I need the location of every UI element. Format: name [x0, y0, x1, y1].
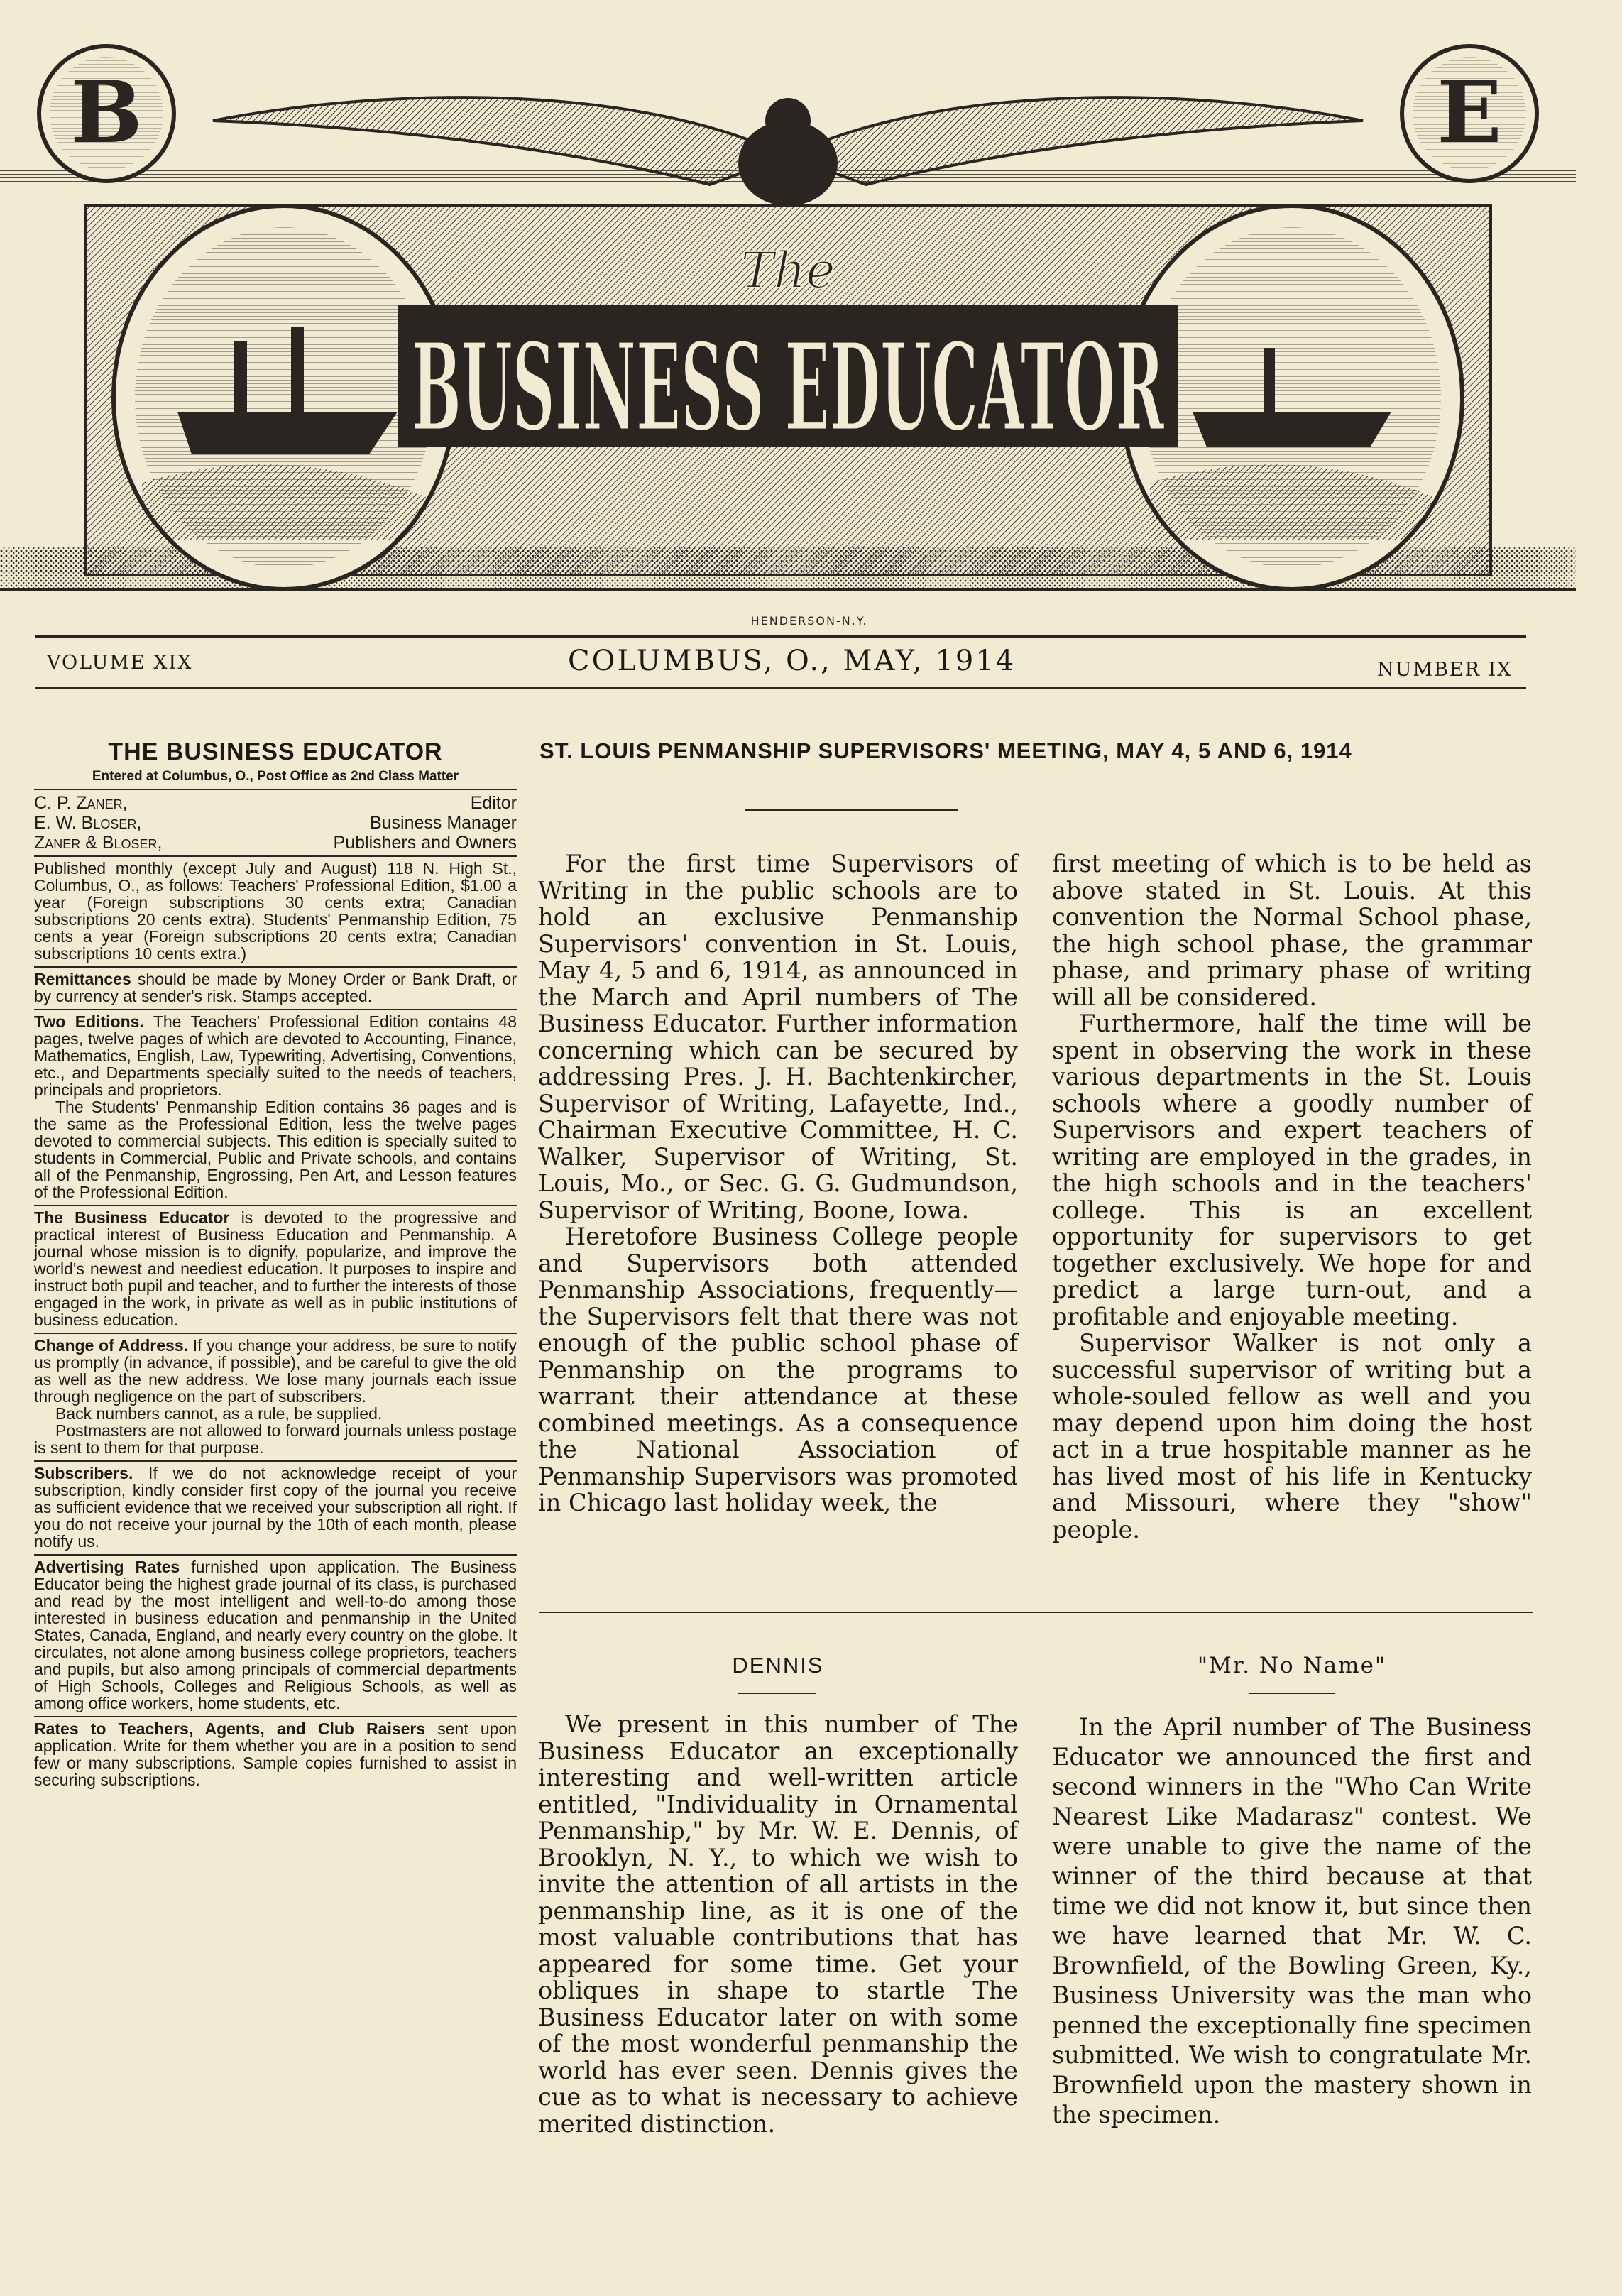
- address-change-notice: [34, 1337, 517, 1456]
- subscribers-notice: [34, 1465, 517, 1550]
- paragraph: In the April number of The Business Educator we announced the first and second winners in the "Who Can Write Nearest Like Madarasz" contest. We were unable to give the name of the winner of the third because at that time we did not know it, but since then we have learned that Mr. W. C. Brownfield, of the Bowling Green, Ky., Business University was the man who penned the exceptionally fine specimen submitted. We wish to congratulate Mr. Brownfield upon the mastery shown in the specimen.: [1052, 1713, 1532, 2128]
- notice-text: is devoted to the progressive and practical interest of Business Education and Penmanship. A journal whose mission is to dignify, popularize, and improve the world's newest and neediest education. It purposes to inspire and instruct both pupil and teacher, and to further the interests of those engaged in the work, in private as well as in public institutions of business education.: [34, 1208, 517, 1329]
- notice-text: Published monthly (except July and August) 118 N. High St., Columbus, O., as follows: Teachers' Professional Edition, $1.00 a year (Foreign subscriptions 30 cents extra; Canadian subscriptions 20 cents extra). Students' Penmanship Edition, 75 cents a year (Foreign subscriptions 20 cents extra; Canadian subscriptions 10 cents extra.): [34, 859, 517, 963]
- masthead-engraving: [0, 43, 1576, 632]
- main-article-column-2: [1052, 851, 1532, 1543]
- advertising-notice: [34, 1558, 517, 1712]
- divider: [34, 1716, 517, 1717]
- divider: [34, 1460, 517, 1462]
- notice-text: should be made by Money Order or Bank Draft, or by currency at sender's risk. Stamps accepted.: [34, 970, 517, 1005]
- divider: [34, 855, 517, 857]
- notice-extra: Back numbers cannot, as a rule, be supplied.: [55, 1404, 383, 1423]
- headline-rule: [1249, 1693, 1335, 1694]
- dennis-article-text: [538, 1711, 1018, 2137]
- agent-rates-notice: [34, 1720, 517, 1788]
- paragraph: For the first time Supervisors of Writing in the public schools are to hold an exclusive Penmanship Supervisors' convention in St. Louis, May 4, 5 and 6, 1914, as announced in the March and April numbers of The Business Educator. Further information concerning which can be secured by addressing Pres. J. H. Bachtenkircher, Supervisor of Writing, Lafayette, Ind., Chairman Executive Committee, H. C. Walker, Supervisor of Writing, St. Louis, Mo., or Sec. G. G. Gudmundson, Supervisor of Writing, Boone, Iowa.: [538, 850, 1018, 1224]
- notice-lead: Subscribers.: [34, 1464, 133, 1482]
- volume-label: VOLUME XIX: [47, 652, 193, 674]
- staff-role: Editor: [470, 793, 517, 813]
- staff-name: E. W. Bloser,: [34, 813, 142, 833]
- publisher-title: THE BUSINESS EDUCATOR: [108, 738, 443, 765]
- notice-text: furnished upon application. The Business Educator being the highest grade journal of its class, is purchased and read by the most intelligent and well-to-do among those interested in business education and penmanship in the United States, Canada, England, and nearly every country on the globe. It circulates, not alone among business college proprietors, teachers and pupils, but also among principals of commercial departments of High Schools, Colleges and Religious Schools, as well as among office workers, home students, etc.: [34, 1558, 517, 1712]
- remittances-notice: [34, 971, 517, 1005]
- paragraph: Supervisor Walker is not only a successful supervisor of writing but a whole-souled fellow as well and you may depend upon him doing the host act in a true hospitable manner as he has lived most of his life in Kentucky and Missouri, where they "show" people.: [1052, 1329, 1532, 1543]
- left-globe-emblem: [39, 46, 174, 181]
- notice-text: The Teachers' Professional Edition contains 48 pages, twelve pages of which are devoted to Accounting, Finance, Mathematics, English, Law, Typewriting, Advertising, Conventions, etc., and Departments specially suited to the needs of teachers, principals and proprietors.: [34, 1012, 517, 1099]
- right-globe-emblem: [1402, 46, 1537, 181]
- notice-text: If you change your address, be sure to notify us promptly (in advance, if possible), and be careful to give the old as well as the new address. We lose many journals each issue through negligence on the part of subscribers.: [34, 1336, 517, 1406]
- headline-rule: [745, 809, 958, 811]
- no-name-article-text: [1052, 1712, 1532, 2130]
- main-article-column-1: [538, 851, 1018, 1516]
- place-date-line: COLUMBUS, O., MAY, 1914: [568, 645, 1017, 677]
- editions-notice: [34, 1013, 517, 1201]
- masthead-title: BUSINESS EDUCATOR: [412, 317, 1165, 459]
- notice-lead: The Business Educator: [34, 1208, 230, 1227]
- notice-lead: Advertising Rates: [34, 1558, 180, 1576]
- paragraph: Heretofore Business College people and Supervisors both attended Penmanship Associations, frequently—the Supervisors felt that there was not enough of the public school phase of Penmanship on the programs to warrant their attendance at these combined meetings. As a consequence the National Association of Penmanship Supervisors was promoted in Chicago last holiday week, the: [538, 1223, 1018, 1516]
- masthead-prefix: The: [740, 241, 835, 300]
- no-name-headline: "Mr. No Name": [1197, 1653, 1387, 1678]
- divider: [34, 966, 517, 968]
- staff-name: Zaner & Bloser,: [34, 833, 163, 853]
- engraver-credit: HENDERSON-N.Y.: [750, 614, 868, 628]
- paragraph: Furthermore, half the time will be spent in observing the work in these various departments in the St. Louis schools where a goodly number of Supervisors and expert teachers of writing are employed in the grades, in the high schools and in the teachers' college. This is an excellent opportunity for supervisors to get together exclusively. We hope for and predict a large turn-out, and a profitable and enjoyable meeting.: [1052, 1010, 1532, 1330]
- right-emblem-letter: E: [1437, 62, 1502, 163]
- staff-role: Publishers and Owners: [333, 833, 517, 853]
- notice-lead: Change of Address.: [34, 1336, 189, 1355]
- divider: [34, 1333, 517, 1334]
- divider: [34, 1009, 517, 1010]
- section-divider: [539, 1612, 1533, 1613]
- headline-rule: [738, 1693, 816, 1694]
- publisher-column: [34, 738, 517, 1793]
- eagle-emblem: [213, 97, 1363, 206]
- postal-entry-note: Entered at Columbus, O., Post Office as 2nd Class Matter: [92, 769, 459, 784]
- notice-lead: Remittances: [34, 970, 131, 988]
- notice-extra: The Students' Penmanship Edition contains 36 pages and is the same as the Professional Edition, less the twelve pages devoted to commercial subjects. This edition is specially suited to students in Commercial, Public and Private schools, and contains all of the Penmanship, Engrossing, Pen Art, and Lesson features of the Professional Edition.: [34, 1098, 517, 1201]
- mission-notice: [34, 1209, 517, 1328]
- staff-name: C. P. Zaner,: [34, 793, 128, 813]
- dateline-bottom-rule: [35, 687, 1526, 689]
- notice-lead: Rates to Teachers, Agents, and Club Raisers: [34, 1720, 426, 1738]
- left-emblem-letter: B: [70, 62, 143, 163]
- issue-number: NUMBER IX: [1377, 659, 1513, 681]
- notice-text: sent upon application. Write for them whether you are in a position to send few or many subscriptions. Sample copies furnished to assist in securing subscriptions.: [34, 1720, 517, 1789]
- staff-row: [34, 793, 517, 813]
- staff-row: [34, 813, 517, 833]
- staff-role: Business Manager: [369, 813, 517, 833]
- main-article-headline: ST. LOUIS PENMANSHIP SUPERVISORS' MEETING, MAY 4, 5 AND 6, 1914: [539, 738, 1352, 763]
- dateline-top-rule: [35, 635, 1526, 638]
- paragraph: first meeting of which is to be held as above stated in St. Louis. At this convention the Normal School phase, the high school phase, the grammar phase, and primary phase of writing will all be considered.: [1052, 850, 1532, 1011]
- divider: [34, 789, 517, 790]
- subscription-notice: [34, 860, 517, 962]
- staff-row: [34, 833, 517, 853]
- divider: [34, 1554, 517, 1556]
- paragraph: We present in this number of The Business Educator an exceptionally interesting and well-written article entitled, "Individuality in Ornamental Penmanship," by Mr. W. E. Dennis, of Brooklyn, N. Y., to which we wish to invite the attention of all artists in the penmanship line, as it is one of the most valuable contributions that has appeared for some time. Get your obliques in shape to startle The Business Educator later on with some of the most wonderful penmanship the world has ever seen. Dennis gives the cue as to what is necessary to achieve merited distinction.: [538, 1710, 1018, 2138]
- divider: [34, 1205, 517, 1206]
- notice-text: If we do not acknowledge receipt of your subscription, kindly consider first copy of the journal you receive as sufficient evidence that we received your subscription all right. If you do not receive your journal by the 10th of each month, please notify us.: [34, 1464, 517, 1551]
- dennis-headline: DENNIS: [732, 1653, 824, 1678]
- notice-lead: Two Editions.: [34, 1012, 144, 1031]
- notice-extra: Postmasters are not allowed to forward journals unless postage is sent to them for that purpose.: [34, 1421, 517, 1457]
